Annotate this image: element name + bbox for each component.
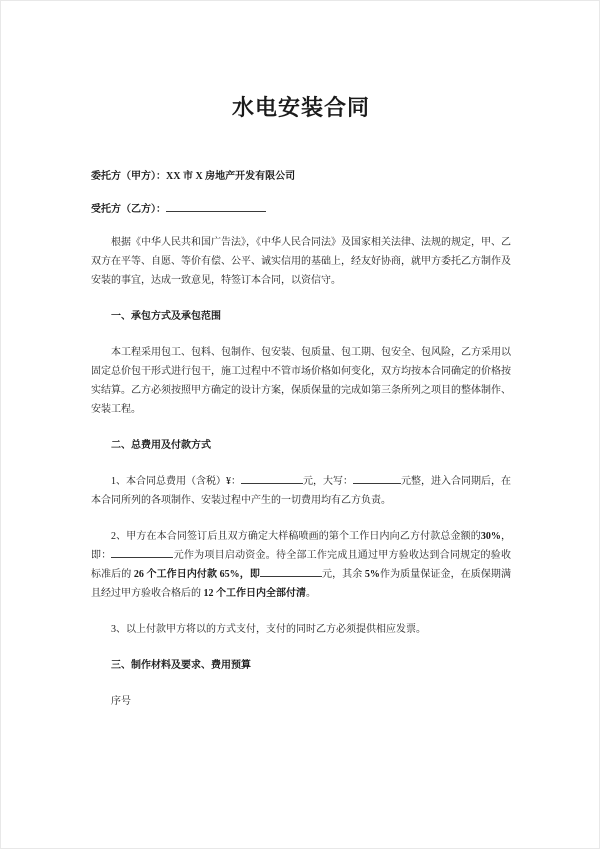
preamble-paragraph: 根据《中华人民共和国广告法》，《中华人民合同法》及国家相关法律、法规的规定，甲、乙双方在平等、自愿、等价有偿、公平、诚实信用的基础上，经友好协商，就甲方委托乙方制作及安装的事宜，达成一致意见，特签订本合同，以资信守。 xyxy=(91,237,511,286)
clause-1-text: 元，大写： xyxy=(303,476,353,487)
section-1-paragraph: 本工程采用包工、包料、包制作、包安装、包质量、包工期、包安全、包风险，乙方采用以固定总价包干形式进行包干，施工过程中不管市场价格如何变化，双方均按本合同确定的价格按实结算。乙方必须按照甲方确定的设计方案，保质保量的完成如第三条所列之项目的整体制作、安装工程。 xyxy=(91,347,511,415)
section-2-heading: 二、总费用及付款方式 xyxy=(111,440,211,451)
section-1-heading: 一、承包方式及承包范围 xyxy=(111,311,221,322)
progress-payment-terms: 26 个工作日内付款 65%，即 xyxy=(133,569,260,580)
clause-2-text: 作为质量保证金，在质保期满且经过甲方验收合格后的 xyxy=(91,569,512,599)
serial-number-label: 序号 xyxy=(111,696,131,707)
party-b-blank-line xyxy=(166,202,266,212)
section-3-heading: 三、制作材料及要求、费用预算 xyxy=(111,660,251,671)
party-a-value: XX 市 X 房地产开发有限公司 xyxy=(166,171,296,182)
clause-1-text: 元整，进入合同期后，在本合同所列的各项制作、安装过程中产生的一切费用均有乙方负责。 xyxy=(91,476,511,506)
party-b-line xyxy=(91,200,511,219)
clause-3-paragraph: 3、以上付款甲方将以的方式支付，支付的同时乙方必须提供相应发票。 xyxy=(111,624,426,635)
clause-2-text: 。 xyxy=(306,588,316,599)
clause-2-text: ，即： xyxy=(91,531,512,561)
document-title: 水电安装合同 xyxy=(231,95,370,120)
party-b-label: 受托方（乙方）： xyxy=(91,204,166,215)
clause-1-paragraph xyxy=(91,472,511,510)
deposit-percentage: 30% xyxy=(480,531,501,542)
clause-2-text: 2、甲方在本合同签订后且双方确定大样稿喷画的第个工作日内向乙方付款总金额的 xyxy=(111,531,481,542)
party-a-line xyxy=(91,167,511,186)
retention-percentage: 5% xyxy=(364,569,380,580)
amount-in-words-blank xyxy=(353,474,401,484)
final-payment-terms: 12 个工作日内全部付清 xyxy=(203,588,306,599)
party-a-label: 委托方（甲方）： xyxy=(91,171,166,182)
total-amount-blank xyxy=(241,474,303,484)
progress-payment-blank xyxy=(260,567,322,577)
clause-2-paragraph xyxy=(91,527,511,603)
clause-1-text: 1、本合同总费用（含税）¥： xyxy=(111,476,241,487)
clause-2-text: 元，其余 xyxy=(321,569,365,580)
clause-2-text: 元作为项目启动资金。待全部工作完成且通过甲方验收达到合同规定的验收标准后的 xyxy=(91,550,512,580)
deposit-amount-blank xyxy=(111,548,173,558)
